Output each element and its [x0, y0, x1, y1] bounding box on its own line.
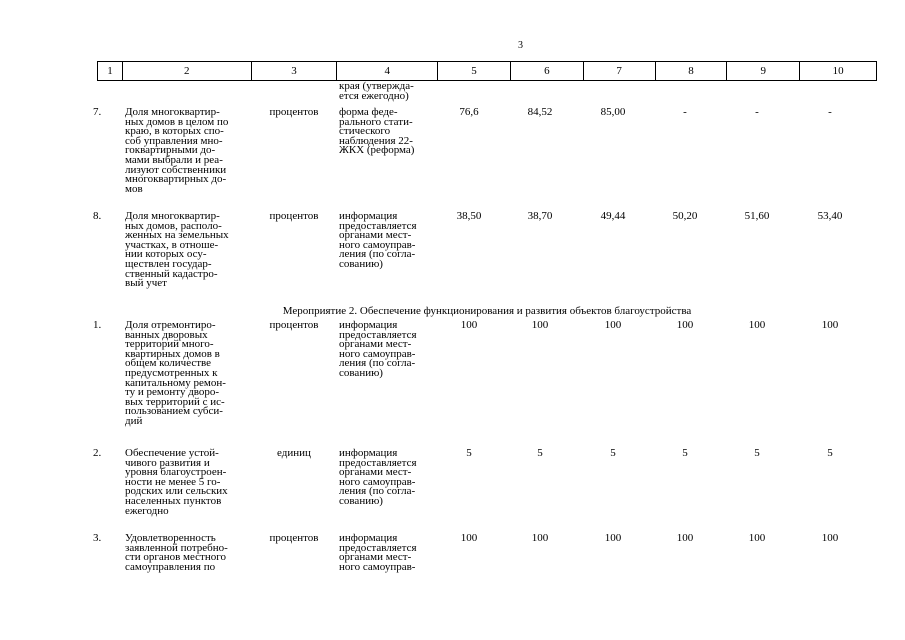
- column-header-4: 4: [337, 62, 438, 80]
- value-cell: 100: [604, 319, 622, 331]
- value-cell: 100: [748, 319, 766, 331]
- column-header-9: 9: [727, 62, 800, 80]
- value-cell: -: [755, 106, 759, 118]
- row-number: 2.: [93, 447, 102, 459]
- value-cell: 5: [610, 447, 616, 459]
- value-cell: 100: [604, 532, 622, 544]
- page-number: 3: [518, 40, 523, 51]
- indicator-name: Доля многоквартир- ных домов в целом по краю, в которых спо- соб управления мно- гоквартирными до- мами выбрали и реа- лизуют собственники многоквартирных до- мов: [125, 106, 229, 195]
- column-header-6: 6: [511, 62, 584, 80]
- value-cell: 50,20: [672, 210, 698, 222]
- section-title: Мероприятие 2. Обеспечение функционирования и развития объектов благоустройства: [282, 305, 692, 317]
- value-cell: -: [828, 106, 832, 118]
- continuation-text: края (утвержда- ется ежегодно): [339, 80, 414, 102]
- value-cell: 84,52: [527, 106, 553, 118]
- source-cell: информация предоставляется органами мест- ного самоуправ-: [339, 532, 417, 573]
- row-number: 3.: [93, 532, 102, 544]
- value-cell: 38,70: [527, 210, 553, 222]
- column-header-1: 1: [98, 62, 123, 80]
- unit-cell: единиц: [277, 447, 311, 459]
- value-cell: 100: [460, 532, 478, 544]
- value-cell: 5: [754, 447, 760, 459]
- value-cell: 38,50: [456, 210, 482, 222]
- value-cell: 100: [531, 319, 549, 331]
- indicator-name: Обеспечение устой- чивого развития и уровня благоустроен- ности не менее 5 го- родских или сельских населенных пунктов ежегодно: [125, 447, 228, 517]
- value-cell: 100: [676, 532, 694, 544]
- unit-cell: процентов: [269, 106, 319, 118]
- source-cell: форма феде- рального стати- стического наблюдения 22- ЖКХ (реформа): [339, 106, 415, 157]
- source-cell: информация предоставляется органами мест- ного самоуправ- ления (по согла- сованию): [339, 447, 417, 507]
- unit-cell: процентов: [269, 319, 319, 331]
- value-cell: 5: [537, 447, 543, 459]
- value-cell: 100: [460, 319, 478, 331]
- column-header-7: 7: [584, 62, 656, 80]
- row-number: 1.: [93, 319, 102, 331]
- source-cell: информация предоставляется органами мест- ного самоуправ- ления (по согла- сованию): [339, 210, 417, 270]
- value-cell: 76,6: [459, 106, 479, 118]
- value-cell: 85,00: [600, 106, 626, 118]
- value-cell: 100: [821, 319, 839, 331]
- value-cell: 5: [827, 447, 833, 459]
- value-cell: 49,44: [600, 210, 626, 222]
- indicator-name: Доля отремонтиро- ванных дворовых территорий много- квартирных домов в общем количестве предусмотренных к капитальному ремон- ту и ремонту дворо- вых территорий с ис- пользованием субси- дий: [125, 319, 226, 427]
- column-header-10: 10: [832, 65, 844, 77]
- column-header-8: 8: [656, 62, 728, 80]
- column-header-5: 5: [438, 62, 511, 80]
- column-header-row: [97, 61, 877, 81]
- value-cell: 100: [676, 319, 694, 331]
- row-number: 7.: [93, 106, 102, 118]
- column-header-2: 2: [123, 62, 252, 80]
- value-cell: 5: [682, 447, 688, 459]
- value-cell: 5: [466, 447, 472, 459]
- value-cell: 100: [821, 532, 839, 544]
- value-cell: 51,60: [744, 210, 770, 222]
- value-cell: 100: [748, 532, 766, 544]
- unit-cell: процентов: [269, 532, 319, 544]
- indicator-name: Доля многоквартир- ных домов, располо- женных на земельных участках, в отноше- нии которых осу- ществлен государ- ственный кадастро- вый учет: [125, 210, 229, 290]
- value-cell: 100: [531, 532, 549, 544]
- indicator-name: Удовлетворенность заявленной потребно- сти органов местного самоуправления по: [125, 532, 228, 573]
- value-cell: -: [683, 106, 687, 118]
- row-number: 8.: [93, 210, 102, 222]
- column-header-3: 3: [252, 62, 338, 80]
- source-cell: информация предоставляется органами мест- ного самоуправ- ления (по согла- сованию): [339, 319, 417, 379]
- value-cell: 53,40: [817, 210, 843, 222]
- unit-cell: процентов: [269, 210, 319, 222]
